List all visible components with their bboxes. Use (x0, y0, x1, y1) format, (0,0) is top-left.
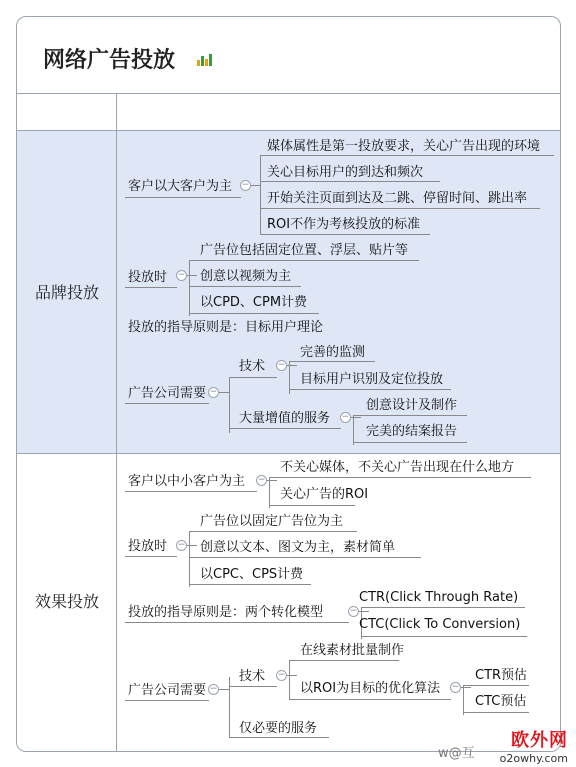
collapse-icon[interactable]: − (341, 412, 350, 422)
effect-timing-item: 广告位以固定广告位为主 (200, 514, 344, 529)
collapse-icon[interactable]: − (257, 475, 266, 485)
leaf-line (361, 636, 527, 637)
leaf-line (289, 361, 375, 362)
effect-principle-item: CTR(Click Through Rate) (359, 590, 519, 605)
brand-customer-item: ROI不作为考核投放的标准 (267, 217, 421, 232)
effect-customer-item: 关心广告的ROI (280, 487, 369, 502)
bracket (289, 660, 290, 700)
bar-chart-icon (197, 52, 213, 66)
brand-principle: 投放的指导原则是：目标用户理论 (128, 320, 324, 335)
branch-line (125, 403, 209, 404)
leaf-line (361, 607, 525, 608)
collapse-icon[interactable]: − (209, 684, 218, 694)
branch-line (229, 686, 277, 687)
brand-timing-label: 投放时 (128, 270, 168, 285)
effect-customer-item: 不关心媒体，不关心广告出现在什么地方 (280, 460, 515, 475)
branch-line (229, 377, 277, 378)
collapse-icon[interactable]: − (349, 606, 358, 616)
leaf-line (269, 505, 355, 506)
leaf-line (260, 181, 440, 182)
leaf-line (260, 234, 430, 235)
bracket (463, 685, 464, 715)
brand-tech-item: 完善的监测 (300, 345, 366, 360)
effect-principle-item: CTC(Click To Conversion) (359, 617, 521, 632)
brand-agency-label: 广告公司需要 (128, 386, 207, 401)
collapse-icon[interactable]: − (277, 360, 286, 370)
collapse-icon[interactable]: − (451, 682, 460, 692)
collapse-icon[interactable]: − (277, 670, 286, 680)
effect-service: 仅必要的服务 (239, 721, 318, 736)
leaf-line (353, 442, 467, 443)
branch-line (125, 287, 177, 288)
leaf-line (289, 389, 451, 390)
leaf-line (463, 712, 529, 713)
branch-line (125, 491, 257, 492)
effect-roi-item: CTR预估 (475, 668, 528, 683)
branch-line (125, 197, 241, 198)
leaf-line (269, 477, 531, 478)
effect-roi-item: CTC预估 (475, 694, 527, 709)
effect-timing-label: 投放时 (128, 539, 168, 554)
brand-customer-label: 客户以大客户为主 (128, 179, 233, 194)
leaf-line (189, 286, 301, 287)
brand-customer-item: 开始关注页面到达及二跳、停留时间、跳出率 (267, 191, 528, 206)
collapse-icon[interactable]: − (177, 270, 186, 280)
category-effect: 效果投放 (34, 592, 99, 611)
collapse-icon[interactable]: − (177, 540, 186, 550)
branch-line (229, 428, 341, 429)
brand-customer-item: 媒体属性是第一投放要求，关心广告出现的环境 (267, 139, 541, 154)
connector (219, 689, 229, 690)
watermark (500, 726, 568, 765)
effect-principle-label: 投放的指导原则是：两个转化模型 (128, 605, 324, 620)
leaf-line (189, 584, 311, 585)
bracket (189, 531, 190, 587)
brand-timing-item: 广告位包括固定位置、浮层、贴片等 (200, 243, 409, 258)
brand-timing-item: 创意以视频为主 (200, 269, 292, 284)
leaf-line (463, 685, 529, 686)
brand-tech-item: 目标用户识别及定位投放 (300, 372, 444, 387)
page-title: 网络广告投放 (43, 48, 176, 73)
bracket (269, 477, 270, 508)
effect-timing-item: 创意以文本、图文为主，素材简单 (200, 540, 396, 555)
brand-timing-item: 以CPD、CPM计费 (200, 295, 308, 310)
leaf-line (353, 415, 467, 416)
category-brand: 品牌投放 (34, 283, 99, 302)
effect-customer-label: 客户以中小客户为主 (128, 474, 246, 489)
branch-line (125, 556, 177, 557)
title-divider (17, 93, 560, 94)
brand-tech-label: 技术 (239, 359, 266, 374)
bracket (189, 260, 190, 316)
brand-service-item: 完美的结案报告 (366, 424, 458, 439)
leaf-line (260, 155, 554, 156)
effect-timing-item: 以CPC、CPS计费 (200, 567, 304, 582)
connector (219, 392, 229, 393)
branch-line (125, 622, 349, 623)
brand-service-label: 大量增值的服务 (239, 411, 331, 426)
effect-tech-item: 在线素材批量制作 (300, 643, 405, 658)
watermark-prefix: w@互 (438, 746, 475, 761)
effect-agency-label: 广告公司需要 (128, 683, 207, 698)
branch-line (125, 700, 209, 701)
leaf-line (260, 208, 540, 209)
column-divider (116, 94, 117, 751)
effect-roi-label: 以ROI为目标的优化算法 (300, 681, 441, 696)
watermark-brand: 欧外网 (511, 730, 568, 751)
branch-line (289, 699, 451, 700)
leaf-line (189, 557, 421, 558)
leaf-line (289, 660, 399, 661)
brand-customer-item: 关心目标用户的到达和频次 (267, 165, 424, 180)
bracket (229, 377, 230, 433)
bracket (353, 415, 354, 445)
collapse-icon[interactable]: − (209, 387, 218, 397)
bracket (260, 155, 261, 234)
brand-service-item: 创意设计及制作 (366, 398, 458, 413)
mindmap-frame (16, 16, 561, 752)
leaf-line (189, 260, 419, 261)
leaf-line (189, 531, 357, 532)
leaf-line (189, 313, 319, 314)
effect-tech-label: 技术 (239, 669, 266, 684)
watermark-site: o2owhy.com (499, 752, 568, 765)
collapse-icon[interactable]: − (241, 180, 250, 190)
leaf-line (229, 737, 329, 738)
